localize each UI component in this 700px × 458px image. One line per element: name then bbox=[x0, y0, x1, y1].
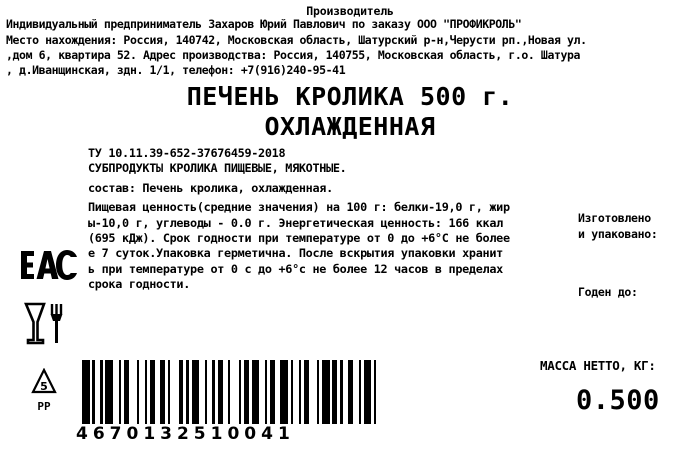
recycle-pp-icon bbox=[20, 368, 68, 418]
barcode-digits: 4670132510041 bbox=[76, 424, 295, 444]
tu-code: ТУ 10.11.39-652-37676459-2018 bbox=[88, 146, 286, 160]
net-weight-label: МАССА НЕТТО, КГ: bbox=[540, 358, 656, 373]
nutrition-line-3: (695 кДж). Срок годности при температуре от 0 до +6°С не более bbox=[88, 231, 510, 246]
producer-address-line-1: Место нахождения: Россия, 140742, Московская область, Шатурский р-н,Черусти рп.,Новая ул. bbox=[6, 33, 587, 47]
recycle-material-code: PP bbox=[37, 400, 51, 413]
storage-line-2: ь при температуре от 0 с до +6°с не более 12 часов в пределах bbox=[88, 261, 503, 276]
product-title: ПЕЧЕНЬ КРОЛИКА 500 г. bbox=[186, 82, 514, 111]
nutrition-line-1: Пищевая ценность(средние значения) на 100 г: белки-19,0 г, жир bbox=[88, 200, 510, 215]
manufacture-date-label-line-1: Изготовлено bbox=[578, 211, 651, 225]
product-category: СУБПРОДУКТЫ КРОЛИКА ПИЩЕВЫЕ, МЯКОТНЫЕ. bbox=[88, 161, 347, 176]
producer-address-line-2: ,дом 6, квартира 52. Адрес производства: Россия, 140755, Московская область, г.о. Шатура bbox=[6, 48, 581, 62]
storage-line-1: е 7 суток.Упаковка герметична. После вскрытия упаковки хранит bbox=[88, 246, 503, 261]
manufacture-date-block bbox=[578, 210, 698, 242]
barcode-bars bbox=[82, 360, 382, 424]
net-weight-value: 0.500 bbox=[576, 385, 660, 416]
composition: состав: Печень кролика, охлажденная. bbox=[88, 180, 333, 195]
manufacture-date-label-line-2: и упаковано: bbox=[578, 227, 658, 241]
product-subtitle: ОХЛАЖДЕННАЯ bbox=[264, 112, 436, 141]
producer-address-line-3: , д.Иванщинская, здн. 1/1, телефон: +7(916)240-95-41 bbox=[6, 63, 346, 77]
nutrition-line-2: ы-10,0 г, углеводы - 0.0 г. Энергетическая ценность: 166 ккал bbox=[88, 215, 503, 230]
eac-conformity-icon bbox=[18, 248, 80, 282]
storage-line-3: срока годности. bbox=[88, 277, 191, 292]
producer-label: Производитель bbox=[306, 4, 394, 18]
product-details bbox=[88, 146, 568, 293]
best-before-label: Годен до: bbox=[578, 285, 638, 299]
barcode bbox=[82, 360, 382, 424]
glass-and-fork-icon bbox=[22, 300, 66, 356]
producer-name-line: Индивидуальный предприниматель Захаров Юрий Павлович по заказу ООО "ПРОФИКРОЛЬ" bbox=[6, 17, 522, 31]
recycle-number: 5 bbox=[40, 380, 48, 393]
